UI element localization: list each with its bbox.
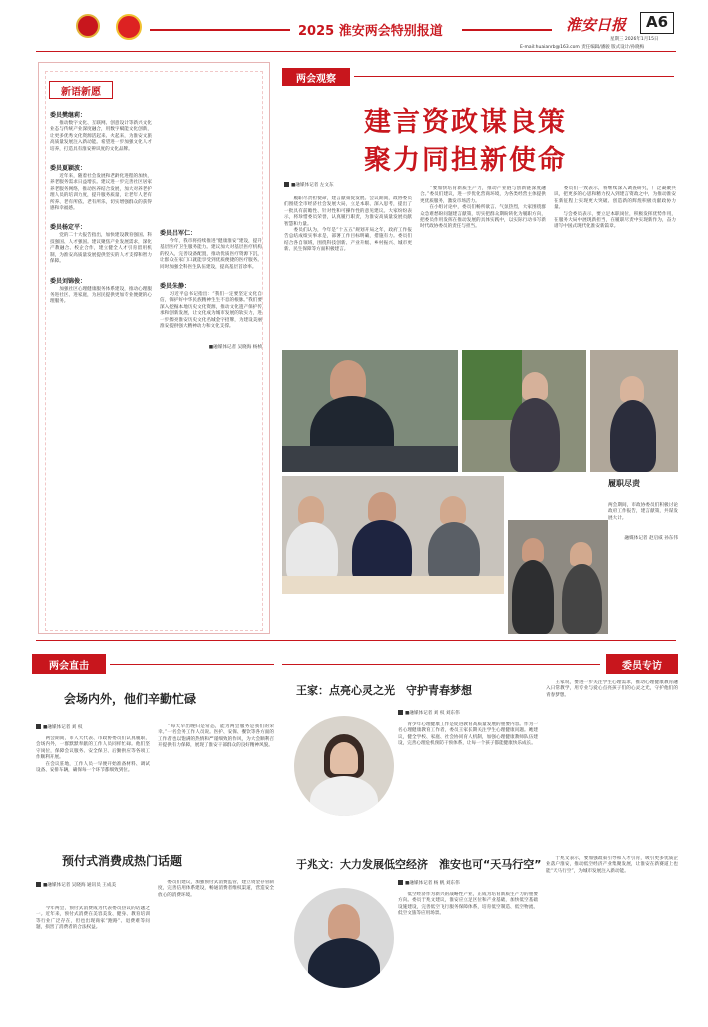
zhiji-text-1a: 两会期间，市人大代表、市政协委员们认真履职，会场内外，一群默默奉献的工作人员同样忙碌。他们坚守岗位，保障会议服务、安全保卫、后勤供应等各项工作顺利开展。 在会议驻地，工作人员一早便开始准备材料、调试设备、安排车辆，确保每一个环节都细致到位。: [36, 736, 150, 774]
xinyu-tag: 新语新愿: [49, 81, 113, 99]
zhuanfang-title-1: 王家：点亮心灵之光 守护青春梦想: [296, 684, 472, 697]
member-text: 推动数字文化、互联网、创意设计等新兴文化业态与传统产业深度融合，用数字赋能文化创新，让更多优秀文化资源活起来、火起来，为淮安文旅高质量发展注入新动能。希望进一步加强文化人才培养，打造具有淮安辨识度的文化品牌。: [50, 121, 152, 152]
photo-female-member: [590, 350, 678, 472]
cppcc-emblem-icon: [76, 14, 100, 38]
guancha-headline-1: 建言资政谋良策: [364, 107, 567, 138]
guancha-col3: 委员们一致表示，将继续深入调查研究，广泛凝聚共识，把更多的心思和精力投入到建言资政之中，为推动淮安在新征程上实现更大突破、创造新的辉煌积极贡献政协力量。 与会委员表示，要立足本职岗位，积极发挥优势作用，在服务大局中展现新担当，在履职尽责中实现新作为，奋力谱写中国式现代化淮安新篇章。: [554, 186, 676, 230]
member-text: 习近平总书记指出：“我们一定要坚定文化自信，保护好中华民族精神生生不息的根脉。”我们要深入挖掘本地历史文化资源，推动文化遗产保护传承和创新发展，让文化成为城市发展的软实力，进一步擦亮淮安历史文化名城金字招牌，为建设美丽淮安提供强大精神动力和文化支撑。: [160, 292, 262, 330]
photo-group-meeting: [282, 476, 504, 594]
member-text: 近年来，随着社会发展和老龄化进程的加快，养老服务需求日益增长。建议进一步完善社区居家养老服务网络，推动医养结合发展，加大对养老护理人员的培训力度，提升服务质量，让老年人老有所养、老有所依、老有所乐，切实增强群众的获得感和幸福感。: [50, 174, 152, 212]
zhuanfang-text-1: 青少年心理健康工作是促进教育高质量发展的重要内容。作为一名心理健康教育工作者，委员王家长期关注学生心理健康问题。她建议，健全学校、家庭、社会协同育人机制，加强心理健康教师队伍建设，完善心理危机预防干预体系，让每一个孩子都能健康快乐成长。: [398, 722, 538, 747]
block-fanjili: [50, 110, 152, 153]
member-name: 委员樊继莉：: [50, 112, 87, 119]
zhiji-title-2: 预付式消费成热门话题: [62, 854, 183, 868]
xinyu-reporter: ■融媒体记者 吴晓海 杨桢: [208, 345, 262, 351]
member-name: 委员刘锦俊：: [50, 277, 87, 285]
date-line: 星期三 2026年1月15日: [610, 37, 659, 42]
member-text: 加强社区心理健康服务体系建设，推动心理服务进社区、进家庭，为居民提供更加专业便捷的心理服务。: [50, 286, 152, 305]
zhiji-tag: 两会直击: [32, 654, 106, 674]
photo-caption-title: 履职尽责: [608, 479, 640, 488]
xinyu-col2: [160, 110, 262, 350]
contact-line: E-mail:huaianrb@163.com 责任编辑/潘骏 版式设计/孙晓梅: [520, 45, 645, 50]
page-number: A6: [640, 12, 674, 34]
block-zhujing: [160, 281, 262, 330]
zhiji-text-1b: “每天早出晚归是常态，能为两会服务是我们的荣幸。”一名会务工作人员说。医护、安保、餐饮等各方面的工作者也以饱满的热情和严谨细致的作风，为大会顺利召开提供有力保障，展现了淮安干部群众的良好精神风貌。: [158, 724, 274, 749]
zhuanfang-byline-1: ■融媒体记者 刘 权 刘东伟: [398, 710, 460, 716]
zhuanfang-text-1b: 王家说，要进一步关注学生心理需求，推动心理健康教育融入日常教学，用专业与爱心点亮孩子们的心灵之光，守护他们的青春梦想。: [546, 680, 678, 698]
zhuanfang-byline-2: ■融媒体记者 杨 帆 刘东伟: [398, 880, 460, 886]
block-yangdingping: [50, 222, 152, 265]
xinyu-col1: [50, 110, 152, 306]
block-lvjunren: [160, 228, 262, 271]
member-name: 委员夏颖波：: [50, 165, 87, 173]
zhiji-title-1: 会场内外，他们辛勤忙碌: [64, 692, 197, 706]
guancha-col2: “要加快培育新质生产力，推动产业链与创新链深度融合。”委员们建议，进一步优化营商环境，为各类经营主体提供更优质服务，激发市场活力。 在小组讨论中，委员们畅所欲言、气氛热烈，大家围绕群众急难愁盼问题建言献策，切实把群众期盼转化为履职方向，把委员作用发挥在推动发展的具体实践中，以实际行动书写新时代政协委员的责任与担当。: [420, 186, 546, 230]
block-xiayingbo: [50, 163, 152, 212]
zhiji-byline-2: ■融媒体记者 吴晓海 通讯员 王成美: [36, 882, 148, 889]
edition-title: 2025 淮安两会特别报道: [298, 24, 443, 39]
member-text: 党的二十大报告指出，加快建设教育强国、科技强国、人才强国。建议聚焦产业发展需求，深化产教融合、校企合作，建立健全人才引育留用机制，为淮安高质量发展提供坚实的人才支撑和智力保障。: [50, 233, 152, 265]
guancha-headline-2: 聚力同担新使命: [364, 145, 567, 176]
member-name: 委员杨定平：: [50, 224, 87, 232]
member-name: 委员吕军仁：: [160, 230, 197, 237]
zhuanfang-text-2: 低空经济作为新兴的战略性产业，正成为培育新质生产力的重要方向。委员于兆文建议，淮安应立足区位和产业基础，加快低空基础设施建设，完善低空飞行服务保障体系，培育低空制造、低空物流、低空文旅等应用场景。: [398, 892, 538, 917]
guancha-byline: ■融媒体记者 左文东: [284, 182, 334, 188]
member-text: 今年，我市将持续推进“健康淮安”建设，提升基层医疗卫生服务能力。建议加大对基层医疗机构的投入，完善设备配置，推动优质医疗资源下沉，让群众在家门口就能享受到优质便捷的医疗服务。同时加强全科医生队伍建设，提高基层首诊率。: [160, 239, 262, 270]
photo-caption-box: [608, 478, 678, 628]
zhuanfang-text-2b: 于兆文表示，要加强政策引导和人才引育，吸引更多优质企业落户淮安，推动低空经济产业集聚发展，让淮安在新赛道上也能“天马行空”，为城市发展注入新动能。: [546, 856, 678, 874]
page-header: [0, 0, 708, 44]
photo-credit: 融媒体记者 赵启威 孙东伟: [624, 536, 678, 542]
photo-caption-text: 两会期间，市政协委员们积极讨论政府工作报告，建言献策，共谋发展大计。: [608, 503, 678, 521]
photo-member-speaking: [282, 350, 458, 472]
zhuanfang-tag: 委员专访: [606, 654, 678, 674]
zhiji-text-2b: 委员们建议，加强预付式消费监管，建立资金存管制度，完善信用体系建设，畅通消费者维权渠道，营造安全放心的消费环境。: [158, 880, 274, 898]
photo-discussion: [462, 350, 586, 472]
paper-name: 淮安日报: [566, 16, 627, 34]
avatar-yuzhaowen: [294, 888, 394, 988]
photo-talk: [508, 520, 608, 634]
guancha-tag: 两会观察: [282, 68, 350, 86]
zhiji-text-2a: 今年两会，预付式消费成为代表委员热议的话题之一。近年来，预付式消费在美容美发、健身、教育培训等行业广泛存在，但也出现商家“跑路”、退费难等问题，损害了消费者的合法权益。: [36, 906, 150, 931]
zhuanfang-title-2: 于兆文：大力发展低空经济 淮安也可“天马行空”: [296, 858, 542, 871]
avatar-wangjia: [294, 716, 394, 816]
zhiji-byline-1: ■融媒体记者 刘 权: [36, 724, 82, 730]
member-name: 委员朱静：: [160, 283, 191, 291]
block-liujinjun: [50, 276, 152, 306]
congress-emblem-icon: [116, 14, 142, 40]
guancha-col1: 履职尽责担使命，建言献策促发展。会议期间，政协委员们围绕全市经济社会发展大局，立足本职、深入思考，提出了一批具有前瞻性、针对性和可操作性的意见建议。大家纷纷表示，将珍惜委员荣誉，认真履行职责，为淮安高质量发展贡献智慧和力量。 委员们认为，今年是“十五五”规划开局之年，政府工作报告总结成绩实事求是，部署工作目标明确，措施有力。委员们结合各自领域，围绕科技创新、产业升级、乡村振兴、城市更新、民生保障等方面积极建言。: [284, 196, 412, 253]
